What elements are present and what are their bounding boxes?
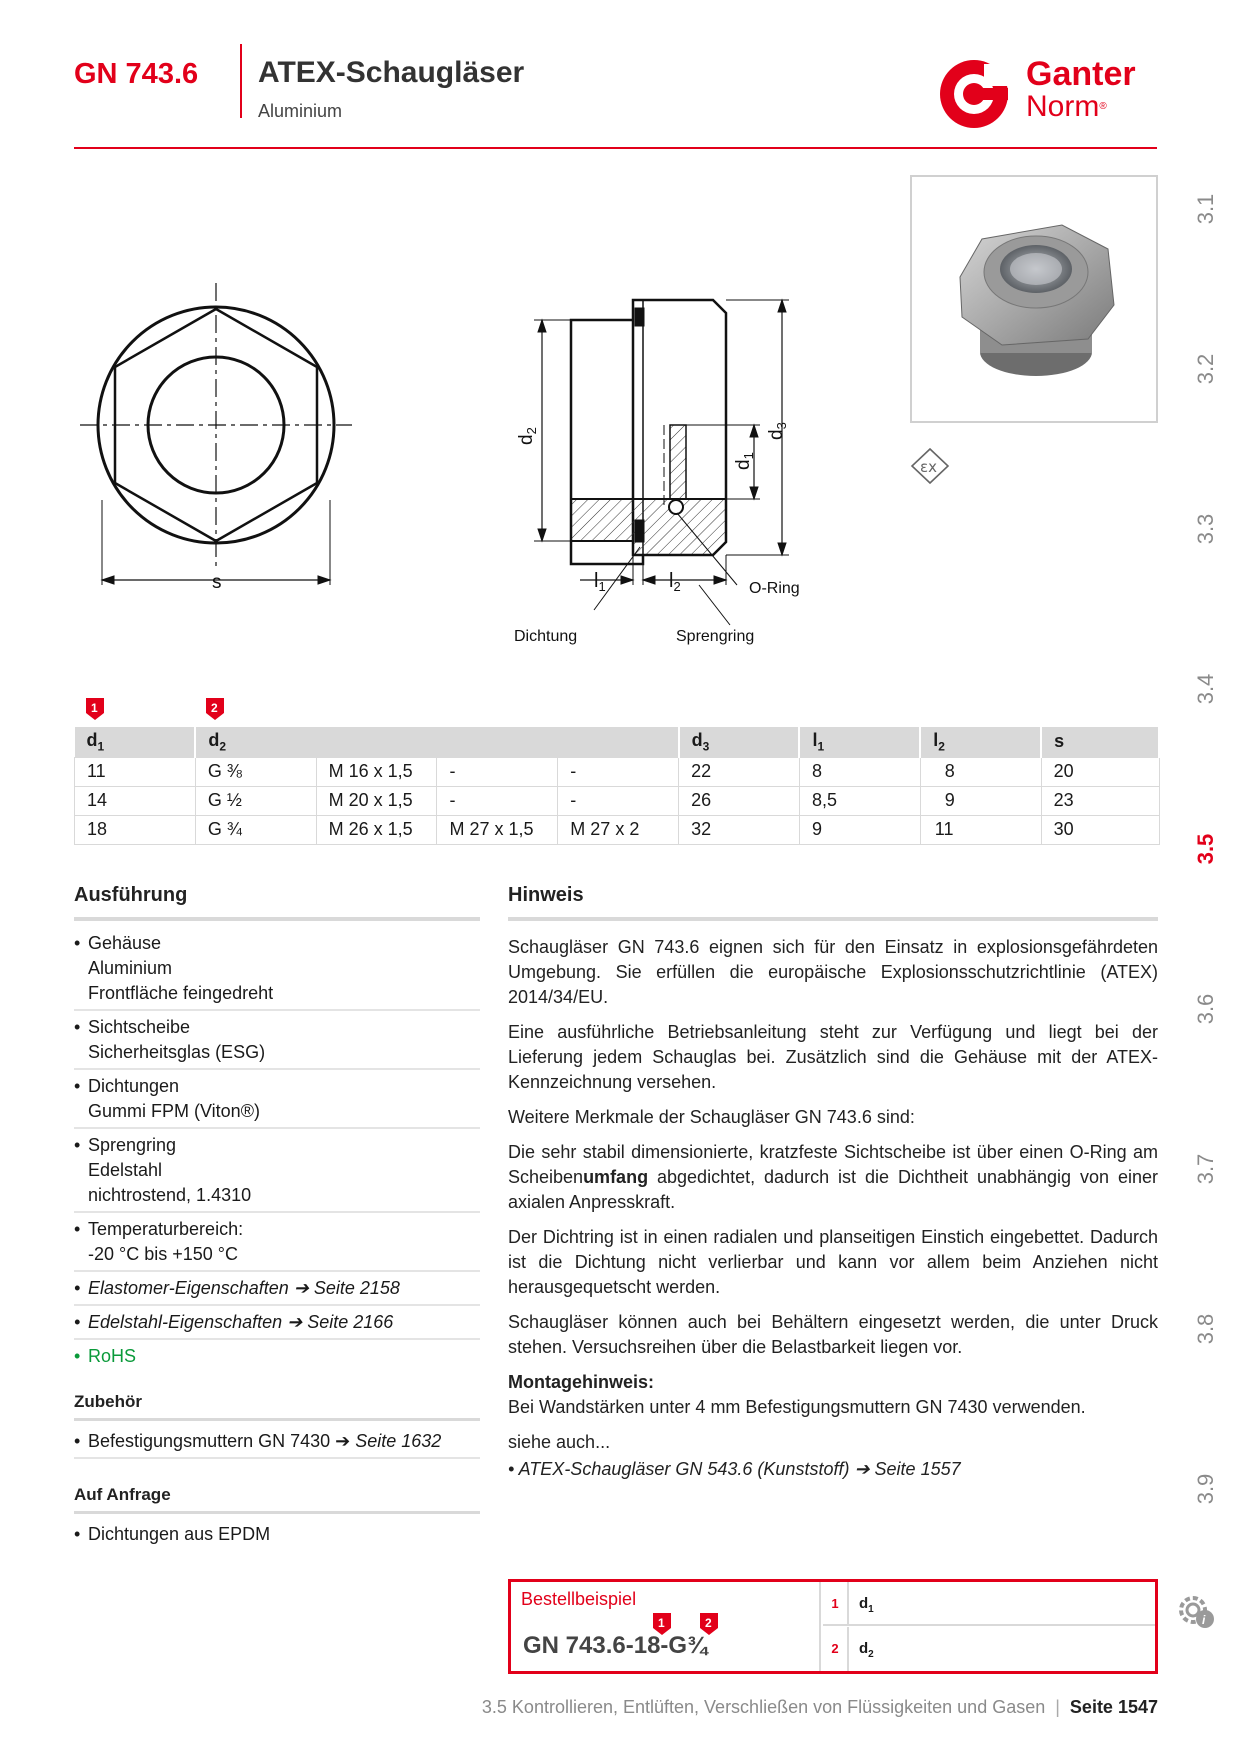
- gear-info-icon[interactable]: [1176, 1590, 1216, 1630]
- chapter-tab-3-3[interactable]: 3.3: [1193, 513, 1218, 545]
- chapter-tab-3-1[interactable]: 3.1: [1193, 193, 1218, 225]
- list-item: • Dichtungen Gummi FPM (Viton®): [74, 1070, 480, 1129]
- zubehoer-title: Zubehör: [74, 1392, 480, 1421]
- link-elastomer[interactable]: • Elastomer-Eigenschaften ➔ Seite 2158: [74, 1272, 480, 1306]
- page-subtitle: Aluminium: [258, 101, 343, 121]
- table-cell: M 27 x 1,5: [437, 815, 558, 844]
- hinweis-paragraph: Eine ausführliche Betriebsanleitung steht zur Verfügung und liegt bei der Lieferung jedem Schauglas bei. Zusätzlich sind die Gehäuse mit der ATEX-Kennzeichnung versehen.: [508, 1022, 1158, 1092]
- order-row-2: 2 $d_2$: [823, 1627, 1155, 1671]
- dim-d1-label: $d_1$: [733, 452, 756, 470]
- table-cell: M 16 x 1,5: [316, 757, 437, 786]
- table-cell: M 26 x 1,5: [316, 815, 437, 844]
- svg-text:i: i: [1202, 1613, 1206, 1627]
- col-header-d2: $d_2$: [195, 727, 678, 757]
- col-header-d3: $d_3$: [679, 727, 800, 757]
- dimension-table: [74, 727, 1160, 845]
- anfrage-item: • Dichtungen aus EPDM: [74, 1524, 271, 1544]
- list-item: • Temperaturbereich: -20 °C bis +150 °C: [74, 1213, 480, 1272]
- table-header-row: [75, 727, 1160, 757]
- chapter-tab-3-5[interactable]: 3.5: [1193, 833, 1218, 865]
- anfrage-title: Auf Anfrage: [74, 1485, 480, 1514]
- svg-text:2: 2: [211, 701, 218, 715]
- table-cell: 20: [1041, 757, 1159, 786]
- chapter-nav: [1186, 160, 1226, 1510]
- table-cell: 8,5: [799, 786, 920, 815]
- rohs-link[interactable]: • RoHS: [74, 1346, 137, 1366]
- siehe-auch-item[interactable]: • ATEX-Schaugläser GN 543.6 (Kunststoff) ➔ Seite 1557: [508, 1459, 961, 1479]
- table-cell: 8: [799, 757, 920, 786]
- table-cell: -: [558, 757, 679, 786]
- hinweis-title: Hinweis: [508, 884, 1158, 921]
- dim-l1-label: $l_1$: [594, 570, 606, 594]
- table-cell: 23: [1041, 786, 1159, 815]
- dim-l2-label: $l_2$: [669, 570, 681, 594]
- list-item: • Gehäuse Aluminium Frontfläche feingedreht: [74, 927, 480, 1011]
- chapter-tab-3-2[interactable]: 3.2: [1193, 353, 1218, 385]
- hinweis-paragraph: Der Dichtring ist in einen radialen und planseitigen Einstich eingebettet. Dadurch ist die Dichtung nicht verlierbar und kann vor allem beim Anziehen nicht herausgequetscht werden.: [508, 1227, 1158, 1297]
- table-cell: -: [437, 757, 558, 786]
- table-cell: 11: [920, 815, 1041, 844]
- chapter-tab-3-9[interactable]: 3.9: [1193, 1473, 1218, 1505]
- atex-ex-icon: [910, 447, 950, 485]
- chapter-tab-3-4[interactable]: 3.4: [1193, 673, 1218, 705]
- table-cell: G ½: [195, 786, 316, 815]
- table-cell: M 27 x 2: [558, 815, 679, 844]
- col-header-l1: $l_1$: [799, 727, 920, 757]
- chapter-tab-3-7[interactable]: 3.7: [1193, 1153, 1218, 1185]
- montage-title: Montagehinweis:: [508, 1372, 655, 1392]
- page-footer: 3.5 Kontrollieren, Entlüften, Verschließen von Flüssigkeiten und Gasen | Seite 1547: [481, 1697, 1158, 1717]
- table-cell: 9: [920, 786, 1041, 815]
- ausfuehrung-title: Ausführung: [74, 884, 480, 921]
- link-edelstahl[interactable]: • Edelstahl-Eigenschaften ➔ Seite 2166: [74, 1306, 480, 1340]
- header-rule: [74, 147, 1157, 149]
- order-example-left: [511, 1582, 821, 1671]
- list-item: • Sprengring Edelstahl nichtrostend, 1.4310: [74, 1129, 480, 1213]
- dim-d2-label: $d_2$: [516, 427, 539, 445]
- table-cell: 9: [799, 815, 920, 844]
- svg-text:1: 1: [91, 701, 98, 715]
- montage-text: Bei Wandstärken unter 4 mm Befestigungsmuttern GN 7430 verwenden.: [508, 1397, 1086, 1417]
- table-cell: 14: [75, 786, 196, 815]
- table-cell: 8: [920, 757, 1041, 786]
- page-number: Seite 1547: [1069, 1697, 1158, 1717]
- table-row: [75, 757, 1160, 786]
- list-item: • Sichtscheibe Sicherheitsglas (ESG): [74, 1011, 480, 1070]
- table-cell: 22: [679, 757, 800, 786]
- order-row-1: 1 $d_1$: [823, 1582, 1155, 1626]
- table-cell: M 20 x 1,5: [316, 786, 437, 815]
- svg-text:2: 2: [705, 1616, 712, 1630]
- label-dichtung: Dichtung: [514, 628, 578, 645]
- table-cell: -: [437, 786, 558, 815]
- sight-glass-image: [912, 177, 1156, 421]
- hinweis-paragraph: Die sehr stabil dimensionierte, kratzfeste Sichtscheibe ist über einen O-Ring am Scheibenumfang abgedichtet, dadurch ist die Dichtheit unabhängig von einer axialen Anpresskraft.: [508, 1142, 1158, 1212]
- ausfuehrung-section: [74, 884, 480, 1550]
- order-example-box: [508, 1579, 1158, 1674]
- hinweis-paragraph: Schaugläser können auch bei Behältern eingesetzt werden, die unter Druck stehen. Versuchsreihen über die Belastbarkeit liegen vor.: [508, 1312, 1158, 1357]
- chapter-tab-3-6[interactable]: 3.6: [1193, 993, 1218, 1025]
- logo-text-norm: Norm®: [1026, 90, 1107, 123]
- order-example-label: Bestellbeispiel: [521, 1589, 637, 1609]
- header-divider: [240, 44, 242, 118]
- technical-drawing: [74, 255, 854, 655]
- badge-1: [86, 698, 104, 720]
- hinweis-paragraph: Weitere Merkmale der Schaugläser GN 743.6 sind:: [508, 1107, 915, 1127]
- table-row: [75, 815, 1160, 844]
- page-title: ATEX-Schaugläser: [258, 56, 525, 89]
- table-cell: 26: [679, 786, 800, 815]
- product-code: GN 743.6: [74, 58, 199, 90]
- dim-s-label: s: [212, 572, 222, 593]
- chapter-tab-3-8[interactable]: 3.8: [1193, 1313, 1218, 1345]
- order-example-code: GN 743.6-18-G¾: [523, 1632, 708, 1659]
- dim-d3-label: $d_3$: [766, 422, 789, 440]
- table-row: [75, 786, 1160, 815]
- label-sprengring: Sprengring: [676, 628, 755, 645]
- ganter-norm-logo: [936, 54, 1166, 130]
- col-header-l2: $l_2$: [920, 727, 1041, 757]
- table-cell: 18: [75, 815, 196, 844]
- svg-text:1: 1: [658, 1616, 665, 1630]
- logo-text-ganter: Ganter: [1026, 55, 1136, 93]
- table-cell: G ¾: [195, 815, 316, 844]
- hinweis-section: [508, 884, 1158, 1492]
- ganter-logo-icon: [936, 56, 1014, 132]
- table-cell: G ⅜: [195, 757, 316, 786]
- front-view: [80, 283, 352, 585]
- label-o-ring: O-Ring: [749, 580, 800, 597]
- table-cell: -: [558, 786, 679, 815]
- zubehoer-item[interactable]: • Befestigungsmuttern GN 7430 ➔ Seite 1632: [74, 1425, 480, 1459]
- col-header-s: s: [1041, 727, 1159, 757]
- table-cell: 32: [679, 815, 800, 844]
- badge-2: [206, 698, 224, 720]
- product-photo: [910, 175, 1158, 423]
- svg-text:εx: εx: [920, 458, 937, 476]
- table-cell: 30: [1041, 815, 1159, 844]
- siehe-auch-link[interactable]: siehe auch...: [508, 1432, 611, 1452]
- table-cell: 11: [75, 757, 196, 786]
- footer-chapter: 3.5 Kontrollieren, Entlüften, Verschließen von Flüssigkeiten und Gasen: [481, 1697, 1046, 1717]
- hinweis-paragraph: Schaugläser GN 743.6 eignen sich für den Einsatz in explosionsgefährdeten Umgebung. Sie erfüllen die europäische Explosionsschutzrichtlinie (ATEX) 2014/34/EU.: [508, 937, 1158, 1007]
- col-header-d1: $d_1$: [75, 727, 196, 757]
